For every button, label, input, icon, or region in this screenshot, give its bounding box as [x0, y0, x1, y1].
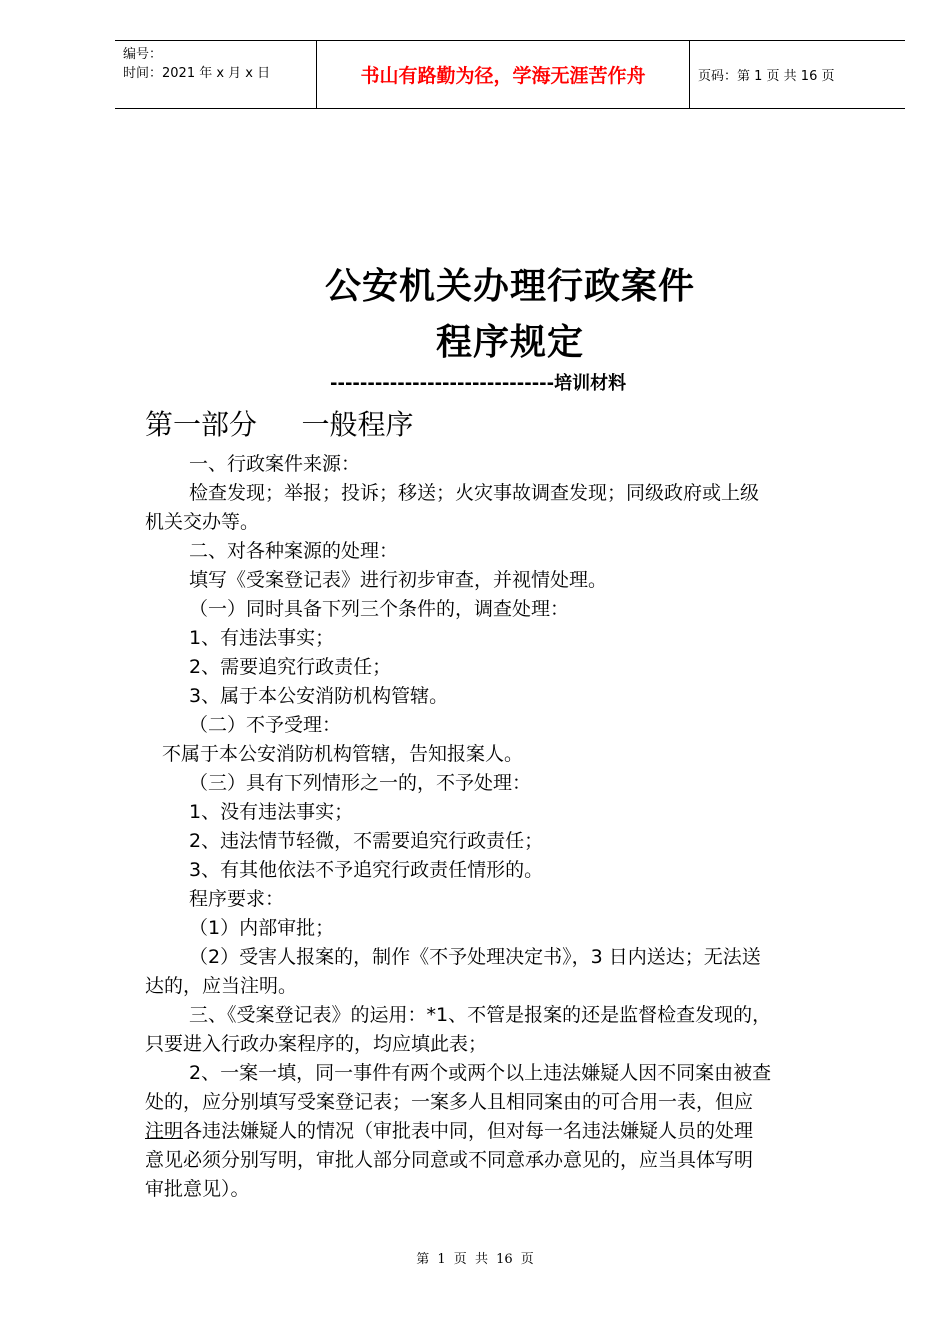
header-page-info: 页码：第 1 页 共 16 页: [698, 69, 835, 84]
footer-page-word: 第: [416, 1252, 430, 1267]
paragraph: 2、违法情节轻微，不需要追究行政责任；: [189, 830, 544, 852]
time-label: 时间：2021 年 x 月 x 日: [123, 66, 271, 81]
footer-total-unit: 页: [520, 1252, 534, 1267]
paragraph: 二、对各种案源的处理：: [189, 540, 399, 562]
section-title: 第一部分 一般程序: [145, 408, 414, 441]
header-table: [115, 40, 905, 109]
paragraph: 只要进入行政办案程序的，均应填此表；: [145, 1033, 488, 1055]
paragraph: （2）受害人报案的，制作《不予处理决定书》，3 日内送达；无法送: [189, 946, 761, 968]
paragraph: [145, 1117, 865, 1146]
paragraph: 2、一案一填，同一事件有两个或两个以上违法嫌疑人因不同案由被查: [189, 1062, 772, 1084]
document-body: [145, 450, 865, 1204]
footer-total-word: 共: [474, 1252, 488, 1267]
paragraph: 程序要求：: [189, 888, 285, 910]
paragraph: （1）内部审批；: [189, 917, 335, 939]
header-meta: [115, 41, 316, 108]
paragraph: 审批意见）。: [145, 1178, 250, 1200]
header-motto: 书山有路勤为径，学海无涯苦作舟: [316, 41, 690, 108]
paragraph: 意见必须分别写明，审批人部分同意或不同意承办意见的，应当具体写明: [145, 1149, 754, 1171]
paragraph: （二）不予受理：: [189, 714, 342, 736]
paragraph: 3、有其他依法不予追究行政责任情形的。: [189, 859, 544, 881]
paragraph: 填写《受案登记表》进行初步审查，并视情处理。: [189, 569, 608, 591]
paragraph: 1、没有违法事实；: [189, 801, 354, 823]
paragraph: 不属于本公安消防机构管辖，告知报案人。: [162, 743, 524, 765]
paragraph: 3、属于本公安消防机构管辖。: [189, 685, 449, 707]
document-subtitle: ------------------------------培训材料: [330, 373, 627, 394]
page-footer: [0, 1248, 950, 1267]
paragraph: （一）同时具备下列三个条件的，调查处理：: [189, 598, 570, 620]
document-title-line2: 程序规定: [435, 322, 584, 363]
paragraph: 处的，应分别填写受案登记表；一案多人且相同案由的可合用一表，但应: [145, 1091, 754, 1113]
paragraph: 机关交办等。: [145, 511, 260, 533]
paragraph: 三、《受案登记表》的运用：*1、不管是报案的还是监督检查发现的，: [189, 1004, 772, 1026]
paragraph: 达的，应当注明。: [145, 975, 298, 997]
number-label: 编号：: [123, 47, 163, 62]
paragraph-text: 各违法嫌疑人的情况（审批表中同，但对每一名违法嫌疑人员的处理: [183, 1120, 754, 1142]
document-title-line1: 公安机关办理行政案件: [324, 266, 695, 307]
paragraph: 1、有违法事实；: [189, 627, 335, 649]
footer-page-number: 1: [437, 1252, 446, 1267]
footer-total-number: 16: [496, 1252, 513, 1267]
paragraph: 2、需要追究行政责任；: [189, 656, 392, 678]
paragraph: 一、行政案件来源：: [189, 453, 361, 475]
paragraph: 检查发现；举报；投诉；移送；火灾事故调查发现；同级政府或上级: [189, 482, 760, 504]
paragraph: （三）具有下列情形之一的，不予处理：: [189, 772, 532, 794]
footer-page-unit: 页: [453, 1252, 467, 1267]
underlined-text: 注明: [145, 1120, 184, 1142]
